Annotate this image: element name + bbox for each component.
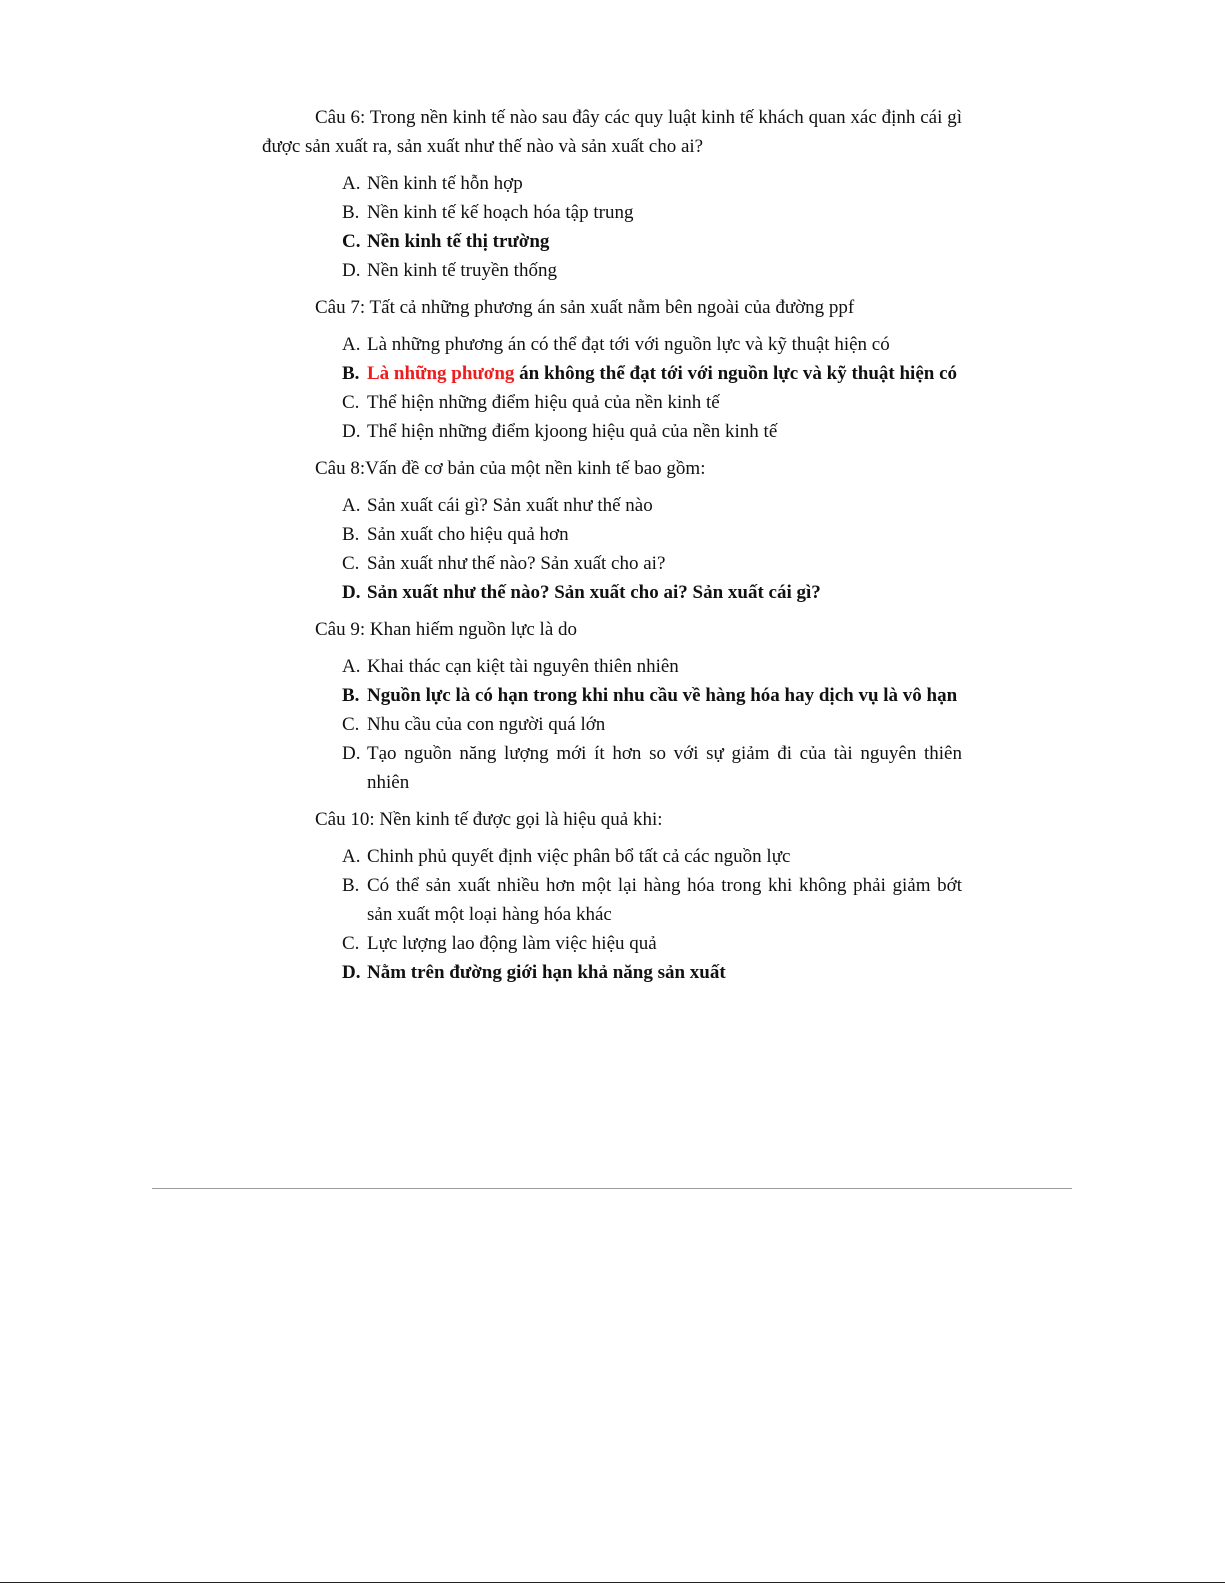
answer-letter: D. (342, 582, 361, 603)
question-6-answers (262, 169, 962, 285)
question-9-answer-b-correct (262, 681, 962, 710)
question-8-answer-b (262, 520, 962, 549)
answer-text: Nằm trên đường giới hạn khả năng sản xuất (367, 962, 726, 983)
answer-letter: B. (342, 363, 360, 384)
answer-text: Tạo nguồn năng lượng mới ít hơn so với sự giảm đi của tài nguyên thiên nhiên (367, 743, 962, 793)
question-7-answers (262, 330, 962, 446)
answer-letter: B. (342, 524, 360, 545)
answer-text: Chinh phủ quyết định việc phân bổ tất cả các nguồn lực (367, 846, 791, 867)
question-6-answer-a (262, 169, 962, 198)
question-7-answer-a (262, 330, 962, 359)
answer-text: Nhu cầu của con người quá lớn (367, 714, 606, 735)
question-7-stem: Câu 7: Tất cả những phương án sản xuất nằm bên ngoài của đường ppf (315, 297, 855, 318)
answer-letter: A. (342, 334, 361, 355)
answer-letter: A. (342, 846, 361, 867)
answer-letter: A. (342, 656, 361, 677)
answer-text: Thể hiện những điểm hiệu quả của nền kinh tế (367, 392, 720, 413)
answer-letter: D. (342, 962, 361, 983)
question-6-answer-b (262, 198, 962, 227)
question-6-stem: Câu 6: Trong nền kinh tế nào sau đây các quy luật kinh tế khách quan xác định cái gì được sản xuất ra, sản xuất như thế nào và sản xuất cho ai? (262, 107, 962, 157)
document-body (262, 103, 962, 995)
answer-text: Thể hiện những điểm kjoong hiệu quả của nền kinh tế (367, 421, 778, 442)
question-9-answer-c (262, 710, 962, 739)
answer-text: Khai thác cạn kiệt tài nguyên thiên nhiên (367, 656, 679, 677)
question-8-stem: Câu 8:Vấn đề cơ bản của một nền kinh tế bao gồm: (315, 458, 706, 479)
question-10-stem: Câu 10: Nền kinh tế được gọi là hiệu quả khi: (315, 809, 663, 830)
answer-letter: C. (342, 553, 360, 574)
answer-text: Có thể sản xuất nhiều hơn một lại hàng hóa trong khi không phải giảm bớt sản xuất một loại hàng hóa khác (367, 875, 962, 925)
question-10-answer-b (262, 871, 962, 929)
answer-letter: A. (342, 173, 361, 194)
question-10-answer-c (262, 929, 962, 958)
question-7-answer-d (262, 417, 962, 446)
question-9-answer-a (262, 652, 962, 681)
answer-letter: C. (342, 231, 361, 252)
question-7-answer-b-correct (262, 359, 962, 388)
question-9-answer-d (262, 739, 962, 797)
question-10-answers (262, 842, 962, 987)
answer-text: Sản xuất như thế nào? Sản xuất cho ai? Sản xuất cái gì? (367, 582, 821, 603)
answer-letter: C. (342, 714, 360, 735)
answer-letter: B. (342, 202, 360, 223)
answer-letter: D. (342, 421, 361, 442)
question-6-answer-c-correct (262, 227, 962, 256)
answer-text-highlighted: Là những phương (367, 363, 515, 384)
answer-text: Sản xuất cái gì? Sản xuất như thế nào (367, 495, 653, 516)
question-10-answer-a (262, 842, 962, 871)
page-divider (152, 1188, 1072, 1189)
question-10-answer-d-correct (262, 958, 962, 987)
question-7-answer-c (262, 388, 962, 417)
question-9-answers (262, 652, 962, 797)
answer-letter: B. (342, 875, 360, 896)
question-8-answer-c (262, 549, 962, 578)
answer-text: Nguồn lực là có hạn trong khi nhu cầu về hàng hóa hay dịch vụ là vô hạn (367, 685, 958, 706)
answer-letter: C. (342, 933, 360, 954)
answer-text: án không thể đạt tới với nguồn lực và kỹ thuật hiện có (514, 363, 958, 384)
answer-letter: A. (342, 495, 361, 516)
answer-letter: D. (342, 260, 361, 281)
answer-text: Sản xuất như thế nào? Sản xuất cho ai? (367, 553, 666, 574)
answer-letter: C. (342, 392, 360, 413)
question-8-answers (262, 491, 962, 607)
answer-text: Sản xuất cho hiệu quả hơn (367, 524, 569, 545)
answer-letter: D. (342, 743, 361, 764)
answer-text: Lực lượng lao động làm việc hiệu quả (367, 933, 657, 954)
question-6-answer-d (262, 256, 962, 285)
answer-text: Nền kinh tế kế hoạch hóa tập trung (367, 202, 634, 223)
answer-text: Nền kinh tế hỗn hợp (367, 173, 523, 194)
answer-letter: B. (342, 685, 360, 706)
answer-text: Nền kinh tế truyền thống (367, 260, 557, 281)
question-9-stem: Câu 9: Khan hiếm nguồn lực là do (315, 619, 578, 640)
answer-text: Là những phương án có thể đạt tới với nguồn lực và kỹ thuật hiện có (367, 334, 890, 355)
bottom-rule (0, 1582, 1225, 1583)
question-8-answer-a (262, 491, 962, 520)
question-8-answer-d-correct (262, 578, 962, 607)
answer-text: Nền kinh tế thị trường (367, 231, 550, 252)
